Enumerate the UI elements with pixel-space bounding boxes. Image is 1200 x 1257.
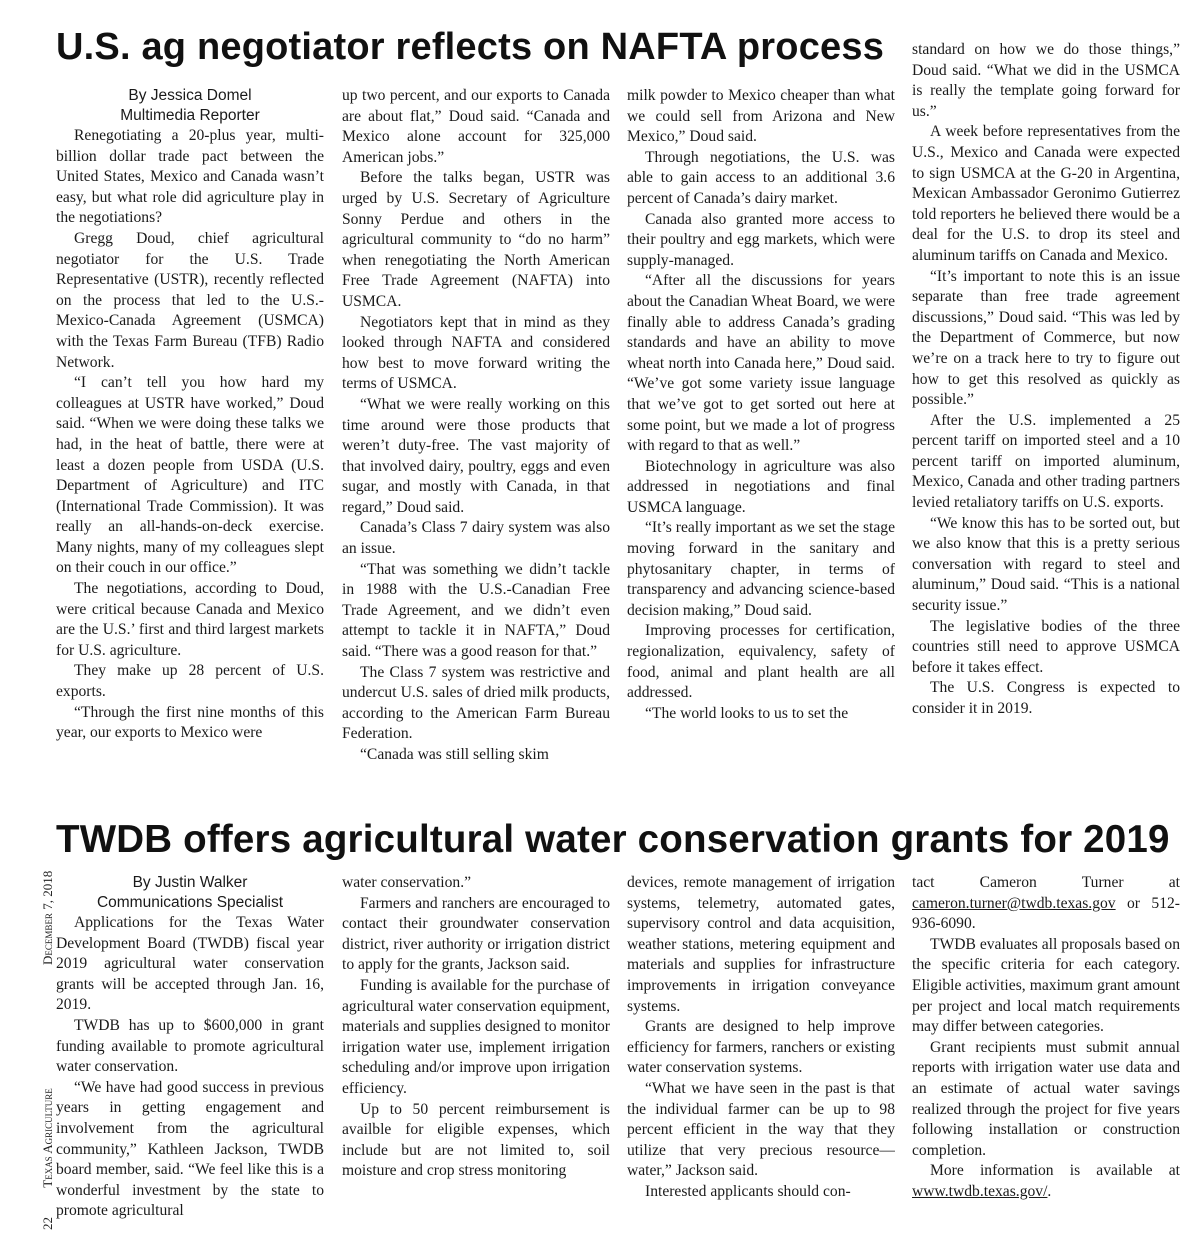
article-2-headline: TWDB offers agricultural water conservation grants for 2019 — [56, 818, 1170, 861]
article-2-column-4 — [912, 873, 1180, 1229]
paragraph: “After all the discussions for years about the Canadian Wheat Board, we were finally able to address Canada’s grading standards and have an ability to move wheat north into Canada here,” Doud said. “We’ve got some variety issue language that we’ve got to get sorted out here at some point, but we made a lot of progress with regard to that as well.” — [627, 272, 895, 455]
paragraph: Funding is available for the purchase of agricultural water conservation equipment, materials and supplies designed to monitor irrigation water use, implement irrigation scheduling and/or improve upon irrigation efficiency. — [342, 976, 610, 1097]
paragraph: Interested applicants should con- — [645, 1182, 851, 1200]
paragraph: Applications for the Texas Water Development Board (TWDB) fiscal year 2019 agricultural water conservation grants will be accepted through Jan. 16, 2019. — [56, 914, 324, 1014]
paragraph: “That was something we didn’t tackle in 1988 with the U.S.-Canadian Free Trade Agreement, and we didn’t even attempt to tackle it in NAFTA,” Doud said. “There was a good reason for that.” — [342, 560, 610, 661]
website-link[interactable]: www.twdb.texas.gov/ — [912, 1182, 1048, 1200]
paragraph: Grant recipients must submit annual reports with irrigation water use data and an estimate of actual water savings realized through the project for five years following installation or construction completion. — [912, 1038, 1180, 1159]
paragraph: “What we were really working on this time around were those products that weren’t duty-free. The vast majority of that involved dairy, poultry, eggs and even sugar, and mostly with Canada, in that regard,” Doud said. — [342, 395, 610, 516]
article-1-column-2 — [342, 86, 610, 810]
paragraph: Negotiators kept that in mind as they looked through NAFTA and considered how best to move forward writing the terms of USMCA. — [342, 313, 610, 393]
contact-text: tact Cameron Turner at — [912, 874, 1180, 891]
paragraph: TWDB evaluates all proposals based on the specific criteria for each category. Eligible activities, maximum grant amount per project and local match requirements may differ between categories. — [912, 935, 1180, 1036]
article-2-column-2 — [342, 873, 610, 1229]
paragraph: “We have had good success in previous years in getting engagement and involvement from the agricultural community,” Kathleen Jackson, TWDB board member, said. “We feel like this is a wonderful investment by the state to promote agricultural — [56, 1078, 324, 1220]
contact-email-link[interactable]: cameron.turner@twdb.texas.gov — [912, 894, 1116, 912]
article-2-column-3 — [627, 873, 895, 1229]
paragraph: The U.S. Congress is expected to consider it in 2019. — [912, 679, 1180, 717]
byline-name: By Jessica Domel — [128, 87, 252, 104]
paragraph: Renegotiating a 20-plus year, multi-billion dollar trade pact between the United States, Mexico and Canada wasn’t easy, but what role did agriculture play in the negotiations? — [56, 127, 324, 227]
paragraph: Before the talks began, USTR was urged by U.S. Secretary of Agriculture Sonny Perdue and others in the agricultural community to “do no harm” when renegotiating the North American Free Trade Agreement (NAFTA) into USMCA. — [342, 169, 610, 310]
paragraph: “What we have seen in the past is that the individual farmer can be up to 98 percent efficient in the way that they utilize that very precious resource—water,” Jackson said. — [627, 1079, 895, 1180]
paragraph: Up to 50 percent reimbursement is availble for eligible expenses, which include but are not limited to, soil moisture and crop stress monitoring — [342, 1100, 610, 1180]
article-1-byline — [56, 86, 324, 126]
paragraph: “I can’t tell you how hard my colleagues at USTR have worked,” Doud said. “When we were doing these talks we had, in the heat of battle, there were at least a dozen people from USDA (U.S. Department of Agriculture) and ITC (International Trade Commission). It was really an all-hands-on-deck exercise. Many nights, many of my colleagues slept on their couch in our office.” — [56, 374, 324, 577]
contact-phone-text: or 512-936-6090. — [912, 894, 1180, 933]
paragraph: Through negotiations, the U.S. was able to gain access to an additional 3.6 percent of Canada’s dairy market. — [627, 148, 895, 207]
publication-name: Texas Agriculture — [40, 1088, 55, 1188]
paragraph — [912, 1161, 1180, 1202]
paragraph: After the U.S. implemented a 25 percent tariff on imported steel and a 10 percent tariff on imported aluminum, Mexico, Canada and other trading partners levied retaliatory tariffs on U.S. exports. — [912, 411, 1180, 512]
paragraph: The Class 7 system was restrictive and undercut U.S. sales of dried milk products, according to the American Farm Bureau Federation. — [342, 663, 610, 743]
paragraph: standard on how we do those things,” Doud said. “What we did in the USMCA is really the template going forward for us.” — [912, 41, 1180, 120]
page-number: 22 — [40, 1217, 55, 1230]
paragraph: “Through the first nine months of this year, our exports to Mexico were — [56, 703, 324, 742]
article-2-column-1 — [56, 873, 324, 1229]
paragraph: milk powder to Mexico cheaper than what we could sell from Arizona and New Mexico,” Doud said. — [627, 87, 895, 146]
paragraph: “We know this has to be sorted out, but we also know that this is a pretty serious conversation with regard to steel and aluminum,” Doud said. “This is a national security issue.” — [912, 514, 1180, 615]
paragraph: “It’s important to note this is an issue separate than free trade agreement discussions,” Doud said. “This was led by the Department of Commerce, but now we’re on a track here to try to figure out how to get this resolved as quickly as possible.” — [912, 267, 1180, 409]
paragraph: Canada also granted more access to their poultry and egg markets, which were supply-managed. — [627, 210, 895, 269]
paragraph: The negotiations, according to Doud, were critical because Canada and Mexico are the U.S.’ first and third largest markets for U.S. agriculture. — [56, 580, 324, 659]
paragraph — [912, 873, 1180, 935]
issue-date: December 7, 2018 — [40, 870, 55, 965]
paragraph: Canada’s Class 7 dairy system was also an issue. — [342, 519, 610, 558]
page-folio — [40, 871, 56, 1230]
paragraph: Farmers and ranchers are encouraged to contact their groundwater conservation district, river authority or irrigation district to apply for the grants, Jackson said. — [342, 894, 610, 974]
paragraph: Improving processes for certification, regionalization, equivalency, safety of food, animal and plant health are all addressed. — [627, 622, 895, 702]
paragraph: Gregg Doud, chief agricultural negotiator for the U.S. Trade Representative (USTR), recently reflected on the process that led to the U.S.-Mexico-Canada Agreement (USMCA) with the Texas Farm Bureau (TFB) Radio Network. — [56, 229, 324, 371]
paragraph: They make up 28 percent of U.S. exports. — [56, 662, 324, 701]
paragraph: up two percent, and our exports to Canada are about flat,” Doud said. “Canada and Mexico alone account for 325,000 American jobs.” — [342, 87, 610, 166]
byline-role: Multimedia Reporter — [120, 107, 260, 124]
paragraph: Grants are designed to help improve efficiency for farmers, ranchers or existing water conservation systems. — [627, 1018, 895, 1077]
paragraph: “The world looks to us to set the — [645, 704, 849, 722]
more-info-text: More information is available at — [930, 1162, 1180, 1180]
paragraph: water conservation.” — [342, 874, 472, 891]
byline-role: Communications Specialist — [96, 894, 284, 911]
paragraph: A week before representatives from the U.S., Mexico and Canada were expected to sign USMCA at the G-20 in Argentina, Mexican Ambassador Geronimo Gutierrez told reporters he believed there would be a deal for the U.S. to drop its steel and aluminum tariffs on Canada and Mexico. — [912, 123, 1180, 264]
paragraph: “It’s really important as we set the stage moving forward in the sanitary and phytosanitary chapter, in terms of transparency and advancing science-based decision making,” Doud said. — [627, 519, 895, 619]
paragraph: devices, remote management of irrigation systems, telemetry, automated gates, supervisory control and data acquisition, weather stations, metering equipment and materials and supplies for infrastructure improvements in irrigation conveyance systems. — [627, 874, 895, 1015]
period: . — [1047, 1182, 1052, 1200]
byline-name: By Justin Walker — [132, 874, 248, 891]
article-1-headline: U.S. ag negotiator reflects on NAFTA process — [56, 26, 885, 68]
paragraph: The legislative bodies of the three countries still need to approve USMCA before it takes effect. — [912, 617, 1180, 676]
article-1-column-4 — [912, 40, 1180, 810]
paragraph: TWDB has up to $600,000 in grant funding available to promote agricultural water conservation. — [56, 1016, 324, 1076]
article-2-byline — [56, 873, 324, 913]
paragraph: Biotechnology in agriculture was also addressed in negotiations and final USMCA language. — [627, 457, 895, 516]
paragraph: “Canada was still selling skim — [360, 746, 549, 763]
article-1-column-3 — [627, 86, 895, 810]
article-1-column-1 — [56, 86, 324, 810]
